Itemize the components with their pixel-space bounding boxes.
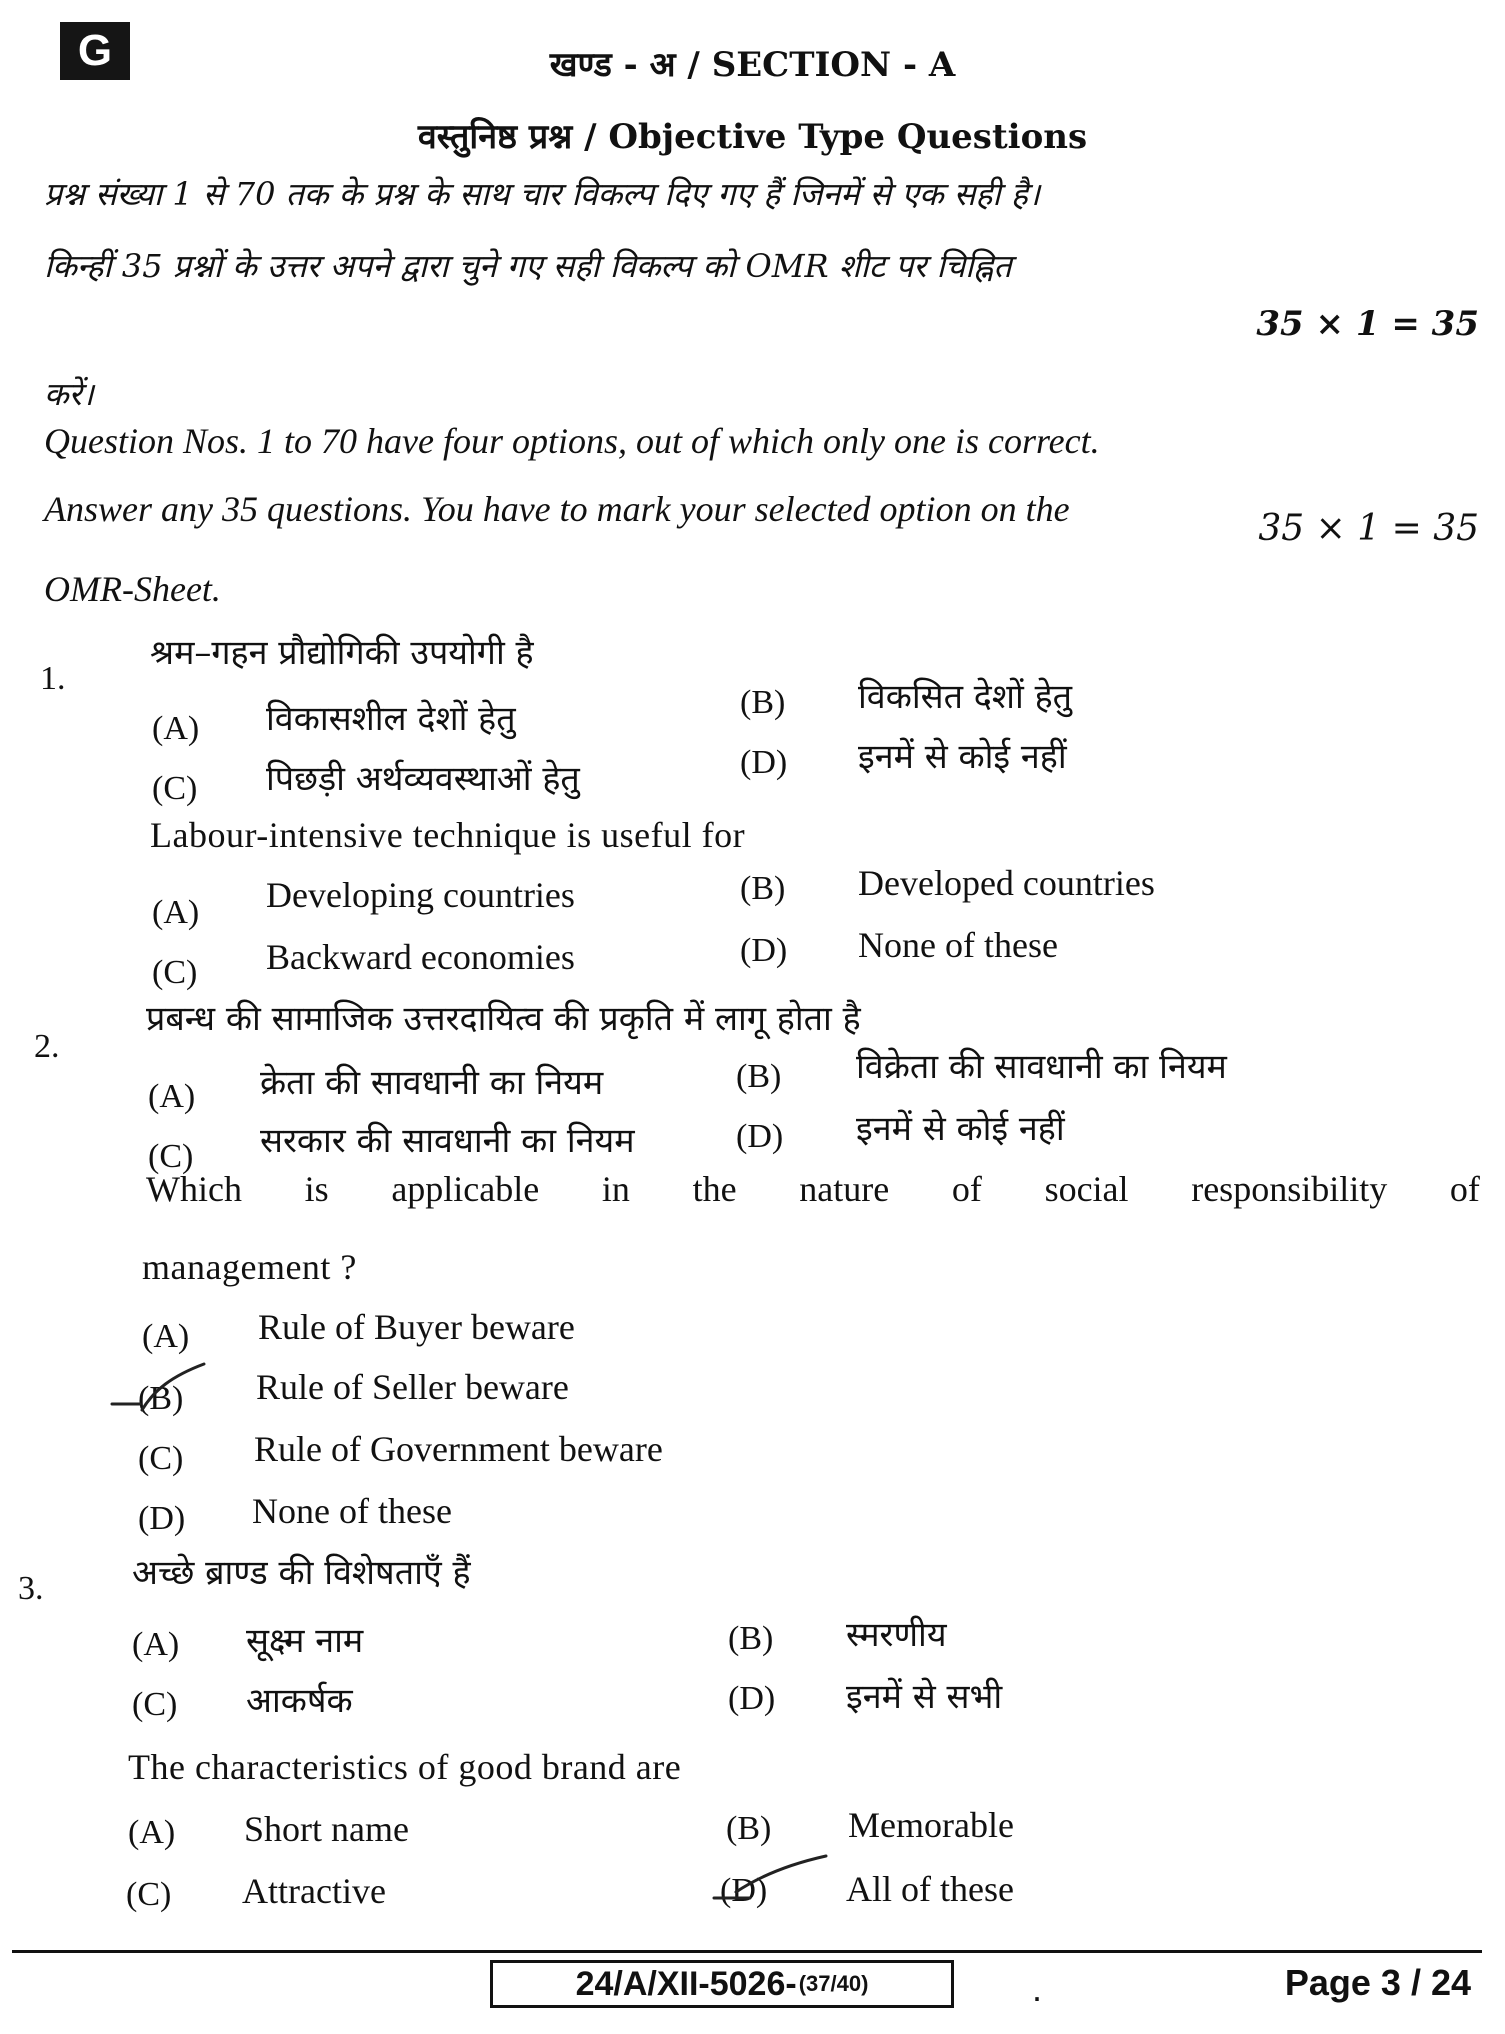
q2-word: applicable [391, 1169, 540, 1209]
question-3-number: 3. [18, 1570, 44, 1607]
q3-h-label-d: (D) [728, 1680, 776, 1717]
q2-h-label-d: (D) [736, 1118, 784, 1155]
q2-hindi-option-c: सरकार की सावधानी का नियम [260, 1121, 635, 1161]
q3-e-label-a: (A) [128, 1814, 176, 1851]
q3-hindi-option-c: आकर्षक [246, 1681, 353, 1721]
q2-word: of [951, 1169, 982, 1209]
q1-h-label-d: (D) [740, 744, 788, 781]
q3-english-option-c: Attractive [242, 1871, 386, 1911]
instruction-hindi-line3: करें। [44, 375, 94, 413]
q1-english-option-d: None of these [858, 925, 1058, 965]
question-1-english-text: Labour-intensive technique is useful for [150, 815, 746, 855]
q2-hindi-option-a: क्रेता की सावधानी का नियम [260, 1063, 604, 1103]
instruction-english-marks: 35 × 1 = 35 [1258, 508, 1479, 549]
q2-word: responsibility [1191, 1169, 1388, 1209]
q3-hindi-option-b: स्मरणीय [846, 1615, 947, 1655]
q1-h-label-b: (B) [740, 684, 786, 721]
q3-hindi-option-d: इनमें से सभी [846, 1677, 1003, 1717]
q2-hindi-option-b: विक्रेता की सावधानी का नियम [856, 1047, 1227, 1087]
q3-english-option-b: Memorable [848, 1805, 1014, 1845]
q1-h-label-c: (C) [152, 770, 198, 807]
question-1-hindi-text: श्रम–गहन प्रौद्योगिकी उपयोगी है [150, 633, 534, 673]
instruction-english-line2: Answer any 35 questions. You have to mark your selected option on the [44, 489, 1070, 529]
q1-e-label-b: (B) [740, 870, 786, 907]
question-1-number: 1. [40, 660, 66, 697]
q1-english-option-a: Developing countries [266, 875, 575, 915]
q3-e-label-d: (D) [720, 1872, 768, 1909]
q1-e-label-a: (A) [152, 894, 200, 931]
q1-english-option-b: Developed countries [858, 863, 1155, 903]
q1-hindi-option-b: विकसित देशों हेतु [858, 677, 1073, 717]
instruction-hindi-marks: 35 × 1 = 35 [1256, 304, 1479, 344]
q2-word: social [1044, 1169, 1129, 1209]
footer-divider [12, 1950, 1482, 1953]
q2-hindi-option-d: इनमें से कोई नहीं [856, 1109, 1065, 1149]
q3-h-label-a: (A) [132, 1626, 180, 1663]
q2-e-label-a: (A) [142, 1318, 190, 1355]
question-3-english-text: The characteristics of good brand are [128, 1747, 682, 1787]
section-badge: G [60, 22, 130, 80]
paper-code [490, 1960, 954, 2008]
q2-h-label-a: (A) [148, 1078, 196, 1115]
q1-hindi-option-c: पिछड़ी अर्थव्यवस्थाओं हेतु [266, 759, 580, 799]
q1-h-label-a: (A) [152, 710, 200, 747]
q1-hindi-option-a: विकासशील देशों हेतु [266, 699, 516, 739]
paper-code-suffix: (37/40) [798, 1971, 869, 1996]
question-2-number: 2. [34, 1028, 60, 1065]
q2-h-label-c: (C) [148, 1138, 194, 1175]
q1-english-option-c: Backward economies [266, 937, 575, 977]
footer-dot: . [1032, 1968, 1043, 2009]
q2-word: the [692, 1169, 737, 1209]
q2-word: is [304, 1169, 329, 1209]
q3-hindi-option-a: सूक्ष्म नाम [246, 1621, 364, 1661]
question-2-hindi-text: प्रबन्ध की सामाजिक उत्तरदायित्व की प्रकृति में लागू होता है [146, 999, 861, 1039]
q2-h-label-b: (B) [736, 1058, 782, 1095]
instruction-hindi-line2: किन्हीं 35 प्रश्नों के उत्तर अपने द्वारा चुने गए सही विकल्प को OMR शीट पर चिह्नित [44, 247, 1012, 285]
q3-english-option-a: Short name [244, 1809, 409, 1849]
q2-word: of [1449, 1169, 1480, 1209]
answer-tick-mark [106, 1360, 216, 1420]
q2-english-option-b: Rule of Seller beware [256, 1367, 569, 1407]
question-2-english-text [146, 1168, 1480, 1210]
q3-h-label-b: (B) [728, 1620, 774, 1657]
instruction-english-line3: OMR-Sheet. [44, 569, 221, 609]
section-subtitle: वस्तुनिष्ठ प्रश्न / Objective Type Questions [417, 117, 1088, 157]
q1-e-label-c: (C) [152, 954, 198, 991]
q3-e-label-c: (C) [126, 1876, 172, 1913]
q2-e-label-c: (C) [138, 1440, 184, 1477]
q2-word: in [601, 1169, 630, 1209]
answer-tick-mark [710, 1852, 830, 1912]
instruction-hindi-line1: प्रश्न संख्या 1 से 70 तक के प्रश्न के साथ चार विकल्प दिए गए हैं जिनमें से एक सही है। [44, 175, 1040, 213]
question-3-hindi-text: अच्छे ब्राण्ड की विशेषताएँ हैं [132, 1553, 471, 1593]
q3-e-label-b: (B) [726, 1810, 772, 1847]
q3-english-option-d: All of these [846, 1869, 1014, 1909]
q1-e-label-d: (D) [740, 932, 788, 969]
q2-e-label-d: (D) [138, 1500, 186, 1537]
instruction-english-line1: Question Nos. 1 to 70 have four options, out of which only one is correct. [44, 421, 1100, 461]
q2-english-option-a: Rule of Buyer beware [258, 1307, 575, 1347]
q2-english-option-d: None of these [252, 1491, 452, 1531]
question-2-english-text-line2: management ? [142, 1247, 357, 1287]
q2-english-option-c: Rule of Government beware [254, 1429, 663, 1469]
section-title: खण्ड - अ / SECTION - A [549, 45, 956, 85]
paper-code-main: 24/A/XII-5026- [575, 1964, 797, 2003]
q2-word: nature [799, 1169, 890, 1209]
q2-e-label-b: (B) [138, 1380, 184, 1417]
q2-word: Which [146, 1169, 242, 1209]
q3-h-label-c: (C) [132, 1686, 178, 1723]
q1-hindi-option-d: इनमें से कोई नहीं [858, 737, 1067, 777]
page-number: Page 3 / 24 [1284, 1962, 1471, 2003]
